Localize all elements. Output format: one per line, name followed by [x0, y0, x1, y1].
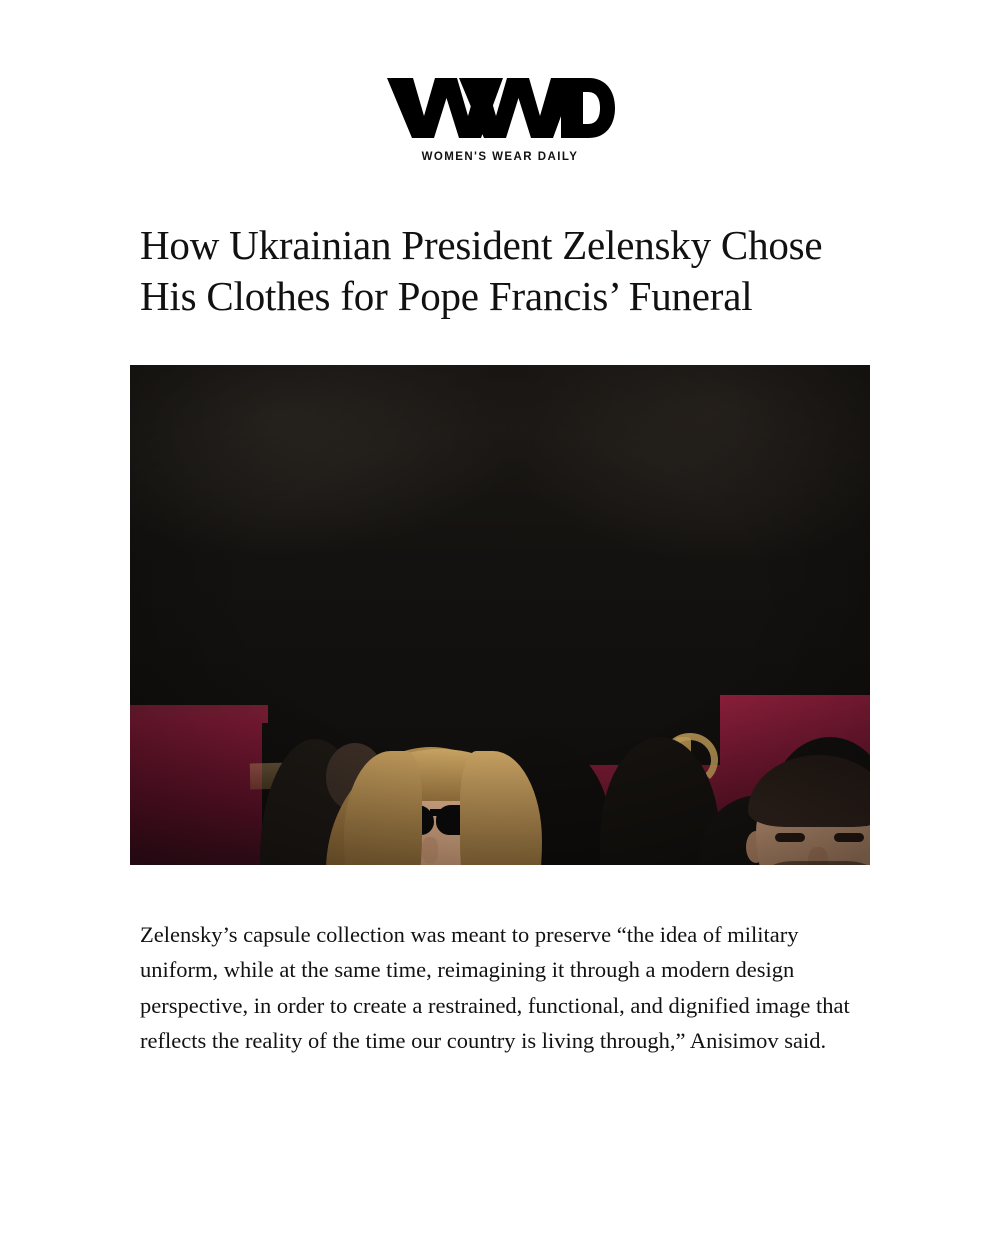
- sunglasses-bridge: [430, 809, 442, 816]
- article-photo: [130, 365, 870, 865]
- woman-nose: [422, 837, 438, 863]
- masthead: [0, 0, 1000, 163]
- photo-canvas: [130, 365, 870, 865]
- man-eye-right: [834, 833, 864, 842]
- article-body: Zelensky’s capsule collection was meant to preserve “the idea of military uniform, while at the same time, reimagining it through a modern design perspective, in order to create a restrained, functional, and dignified image that reflects the reality of the time our country is living through,” Anisimov said.: [140, 921, 850, 1054]
- man-beard: [766, 861, 870, 865]
- masthead-tagline: WOMEN'S WEAR DAILY: [421, 151, 579, 163]
- man-eye-left: [775, 833, 805, 842]
- pew-left: [130, 717, 262, 865]
- page-title: How Ukrainian President Zelensky Chose His Clothes for Pope Francis’ Funeral: [140, 222, 823, 319]
- wwd-logo: [385, 74, 615, 142]
